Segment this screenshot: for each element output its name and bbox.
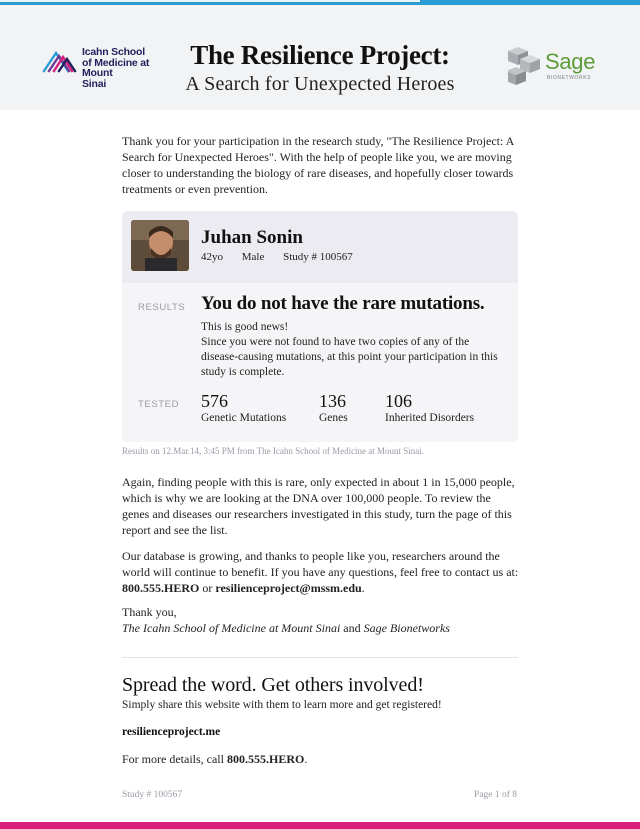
contact-phone[interactable]: 800.555.HERO [122,581,200,595]
results-section [122,283,518,442]
spread-word-title: Spread the word. Get others involved! [122,674,424,696]
report-title-block [170,39,470,97]
stat-label: Genes [319,412,348,424]
results-label: RESULTS [138,302,186,313]
result-explanation [201,320,501,380]
stat-value: 136 [319,391,346,411]
report-subtitle: A Search for Unexpected Heroes [185,73,455,95]
logo-line-1: Icahn School [82,46,145,58]
contact-end: . [361,581,365,595]
page-header [0,5,640,110]
sign-off [122,604,520,636]
contact-or: or [199,581,216,595]
sage-tagline: BIONETWORKS [547,75,592,81]
call-phone[interactable]: 800.555.HERO [226,752,305,766]
logo-line-4: Sinai [82,77,107,90]
tested-label: TESTED [138,399,180,410]
section-divider [122,657,518,658]
stat-label: Genetic Mutations [201,412,287,424]
stat-value: 106 [385,391,412,411]
stat-label: Inherited Disorders [385,412,475,424]
logo-line-3: Mount [82,67,113,79]
contact-email[interactable]: resilienceproject@mssm.edu [215,581,362,595]
contact-paragraph [122,548,520,596]
mount-sinai-mark-icon [42,45,80,75]
participant-meta [201,251,369,263]
rarity-paragraph: Again, finding people with this is rare, only expected in about 1 in 15,000 people, which is why we are looking at the DNA over 100,000 people. To review the genes and diseases our researchers investigated in this study, turn the page of this report and see the list. [122,475,515,537]
avatar [131,220,189,271]
participant-sex: Male [241,251,265,263]
website-link[interactable]: resilienceproject.me [122,726,221,738]
sign-off-and: and [340,621,364,635]
participant-name: Juhan Sonin [201,227,303,248]
call-end: . [304,752,308,766]
results-timestamp: Results on 12.Mar.14, 3:45 PM from The Icahn School of Medicine at Mount Sinai. [122,446,425,456]
spread-word-subtitle: Simply share this website with them to learn more and get registered! [122,699,442,711]
report-title: The Resilience Project: [190,40,450,70]
stat-genes [319,391,348,424]
result-card [122,211,518,442]
footer-study-number: Study # 100567 [122,790,183,800]
stat-inherited-disorders [385,391,474,424]
mount-sinai-wordmark [82,47,172,89]
call-prefix: For more details, call [122,752,227,766]
result-good-news: This is good news! [201,321,289,333]
org-mount-sinai: The Icahn School of Medicine at Mount Sinai [122,621,341,635]
footer-page-number: Page 1 of 8 [474,790,518,800]
call-line [122,752,307,767]
result-headline: You do not have the rare mutations. [201,293,485,314]
thank-you-line: Thank you, [122,605,177,619]
sage-cube-icon [508,45,544,87]
participant-age: 42yo [201,251,223,263]
contact-text: Our database is growing, and thanks to people like you, researchers around the world will continue to benefit. If you have any questions, feel free to contact us at: [122,549,519,579]
stat-value: 576 [201,391,228,411]
participant-info [122,211,518,281]
person-photo-icon [131,220,189,271]
logo-line-2: of Medicine at [82,56,150,69]
org-sage: Sage Bionetworks [363,621,450,635]
result-details: Since you were not found to have two copies of any of the disease-causing mutations, at this point your participation in this study is complete. [201,336,498,378]
bottom-accent-stripe [0,822,640,829]
sage-wordmark: Sage [545,49,596,74]
intro-paragraph: Thank you for your participation in the research study, "The Resilience Project: A Search for Unexpected Heroes". With the help of people like you, we are moving closer to understanding the biology of rare diseases, and hopefully closer towards treatments or even prevention. [122,134,514,196]
mount-sinai-logo [42,45,162,97]
sign-off-orgs [122,620,520,636]
participant-study-number: Study # 100567 [283,251,353,263]
stat-genetic-mutations [201,391,286,424]
sage-bionetworks-logo [508,45,598,91]
